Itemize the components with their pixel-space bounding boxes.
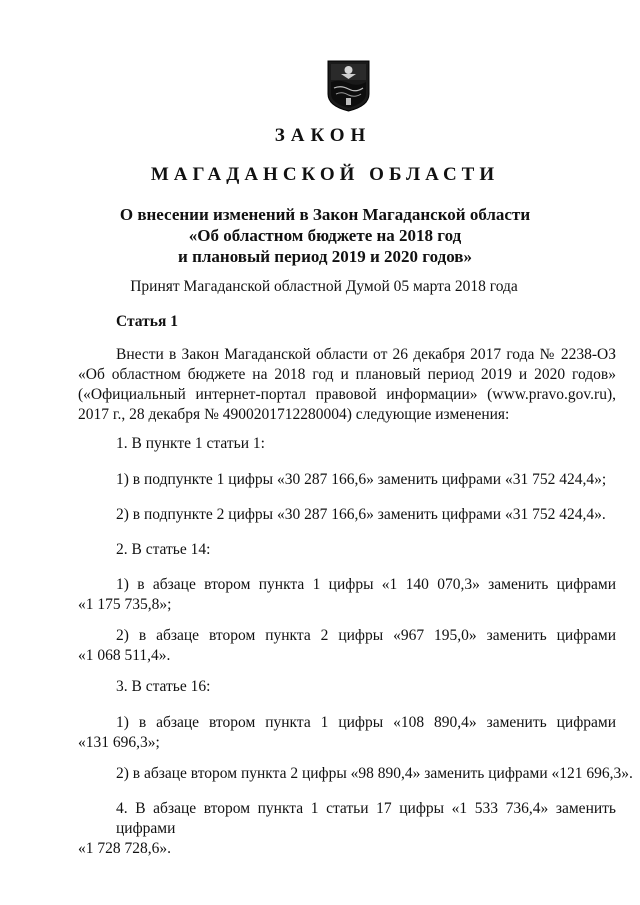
document-type-title: ЗАКОН [274, 125, 372, 146]
text-line: 2) в абзаце втором пункта 2 цифры «967 195,0» заменить цифрами [116, 627, 616, 644]
text-line: 1) в абзаце втором пункта 1 цифры «1 140 070,3» заменить цифрами [116, 576, 616, 593]
paragraph-1: 1. В пункте 1 статьи 1: [116, 435, 265, 452]
text-line: 2017 г., 28 декабря № 4900201712280004) следующие изменения: [78, 406, 510, 423]
text-line: Внести в Закон Магаданской области от 26 декабря 2017 года № 2238-ОЗ [116, 346, 616, 363]
paragraph-3: 3. В статье 16: [116, 678, 211, 695]
subject-line: О внесении изменений в Закон Магаданской области [119, 205, 531, 224]
subject-line: и плановый период 2019 и 2020 годов» [178, 247, 472, 266]
article-intro-paragraph [78, 345, 616, 425]
coat-of-arms-emblem [327, 60, 370, 112]
paragraph-2-item-1 [78, 575, 616, 615]
paragraph-1-item-1: 1) в подпункте 1 цифры «30 287 166,6» заменить цифрами «31 752 424,4»; [116, 471, 607, 488]
adoption-note: Принят Магаданской областной Думой 05 марта 2018 года [130, 278, 518, 295]
text-line: («Официальный интернет-портал правовой информации» (www.pravo.gov.ru), [78, 386, 616, 403]
text-line: 1) в абзаце втором пункта 1 цифры «108 890,4» заменить цифрами [116, 714, 616, 731]
text-line: «Об областном бюджете на 2018 год и плановый период 2019 и 2020 годов» [78, 366, 616, 383]
text-line: «1 175 735,8»; [78, 596, 172, 613]
paragraph-3-item-2: 2) в абзаце втором пункта 2 цифры «98 890,4» заменить цифрами «121 696,3». [116, 765, 633, 782]
text-line: «1 728 728,6». [78, 840, 171, 857]
paragraph-1-item-2: 2) в подпункте 2 цифры «30 287 166,6» заменить цифрами «31 752 424,4». [116, 506, 606, 523]
text-line: «1 068 511,4». [78, 647, 171, 664]
paragraph-3-item-1 [78, 713, 616, 753]
text-line: 4. В абзаце втором пункта 1 статьи 17 цифры «1 533 736,4» заменить цифрами [116, 800, 616, 837]
paragraph-2-item-2 [78, 626, 616, 666]
region-title: МАГАДАНСКОЙ ОБЛАСТИ [150, 164, 500, 185]
paragraph-2: 2. В статье 14: [116, 541, 211, 558]
paragraph-4 [78, 799, 616, 859]
text-line: «131 696,3»; [78, 734, 160, 751]
article-heading: Статья 1 [116, 313, 178, 330]
law-subject-title [0, 204, 640, 267]
subject-line: «Об областном бюджете на 2018 год [188, 226, 462, 245]
